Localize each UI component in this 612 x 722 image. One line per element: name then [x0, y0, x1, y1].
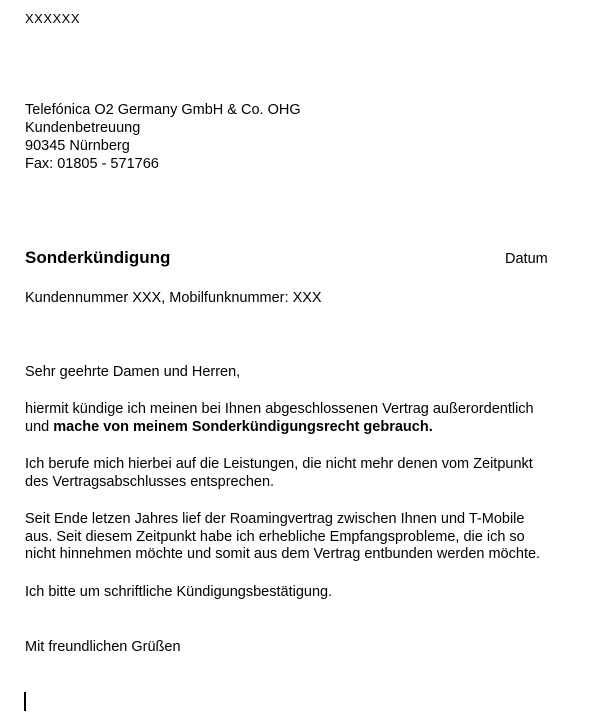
recipient-line: Kundenbetreuung [25, 120, 141, 136]
paragraph-line [25, 419, 605, 437]
paragraph-line: Ich bitte um schriftliche Kündigungsbestätigung. [25, 584, 333, 600]
recipient-address [25, 101, 301, 173]
sender-name: XXXXXX [25, 11, 81, 26]
emphasis-text: mache von meinem Sonderkündigungsrecht gebrauch. [53, 418, 433, 435]
paragraph-termination [25, 401, 605, 436]
paragraph-line: nicht hinnehmen möchte und somit aus dem Vertrag entbunden werden möchte. [25, 546, 541, 562]
recipient-line: Fax: 01805 - 571766 [25, 156, 159, 172]
paragraph-line: aus. Seit diesem Zeitpunkt habe ich erhebliche Empfangsprobleme, die ich so [25, 528, 525, 545]
recipient-line: 90345 Nürnberg [25, 138, 130, 154]
paragraph-text: und [25, 418, 54, 435]
closing-text: Mit freundlichen Grüßen [25, 639, 181, 655]
paragraph-line: Ich berufe mich hierbei auf die Leistungen, die nicht mehr denen vom Zeitpunkt [25, 456, 533, 472]
customer-reference: Kundennummer XXX, Mobilfunknummer: XXX [25, 290, 322, 306]
recipient-line: Telefónica O2 Germany GmbH & Co. OHG [25, 102, 301, 118]
closing [25, 639, 605, 657]
salutation-text: Sehr geehrte Damen und Herren, [25, 364, 241, 380]
paragraph-line: Seit Ende letzen Jahres lief der Roamingvertrag zwischen Ihnen und T-Mobile [25, 511, 525, 527]
paragraph-line: des Vertragsabschlusses entsprechen. [25, 473, 275, 490]
paragraph-request [25, 584, 605, 602]
paragraph-reason [25, 456, 605, 491]
salutation [25, 364, 605, 382]
paragraph-line: hiermit kündige ich meinen bei Ihnen abgeschlossenen Vertrag außerordentlich [25, 401, 534, 417]
paragraph-details [25, 511, 605, 564]
text-cursor[interactable] [24, 692, 26, 711]
date-field: Datum [505, 251, 548, 267]
subject-heading: Sonderkündigung [25, 248, 171, 267]
